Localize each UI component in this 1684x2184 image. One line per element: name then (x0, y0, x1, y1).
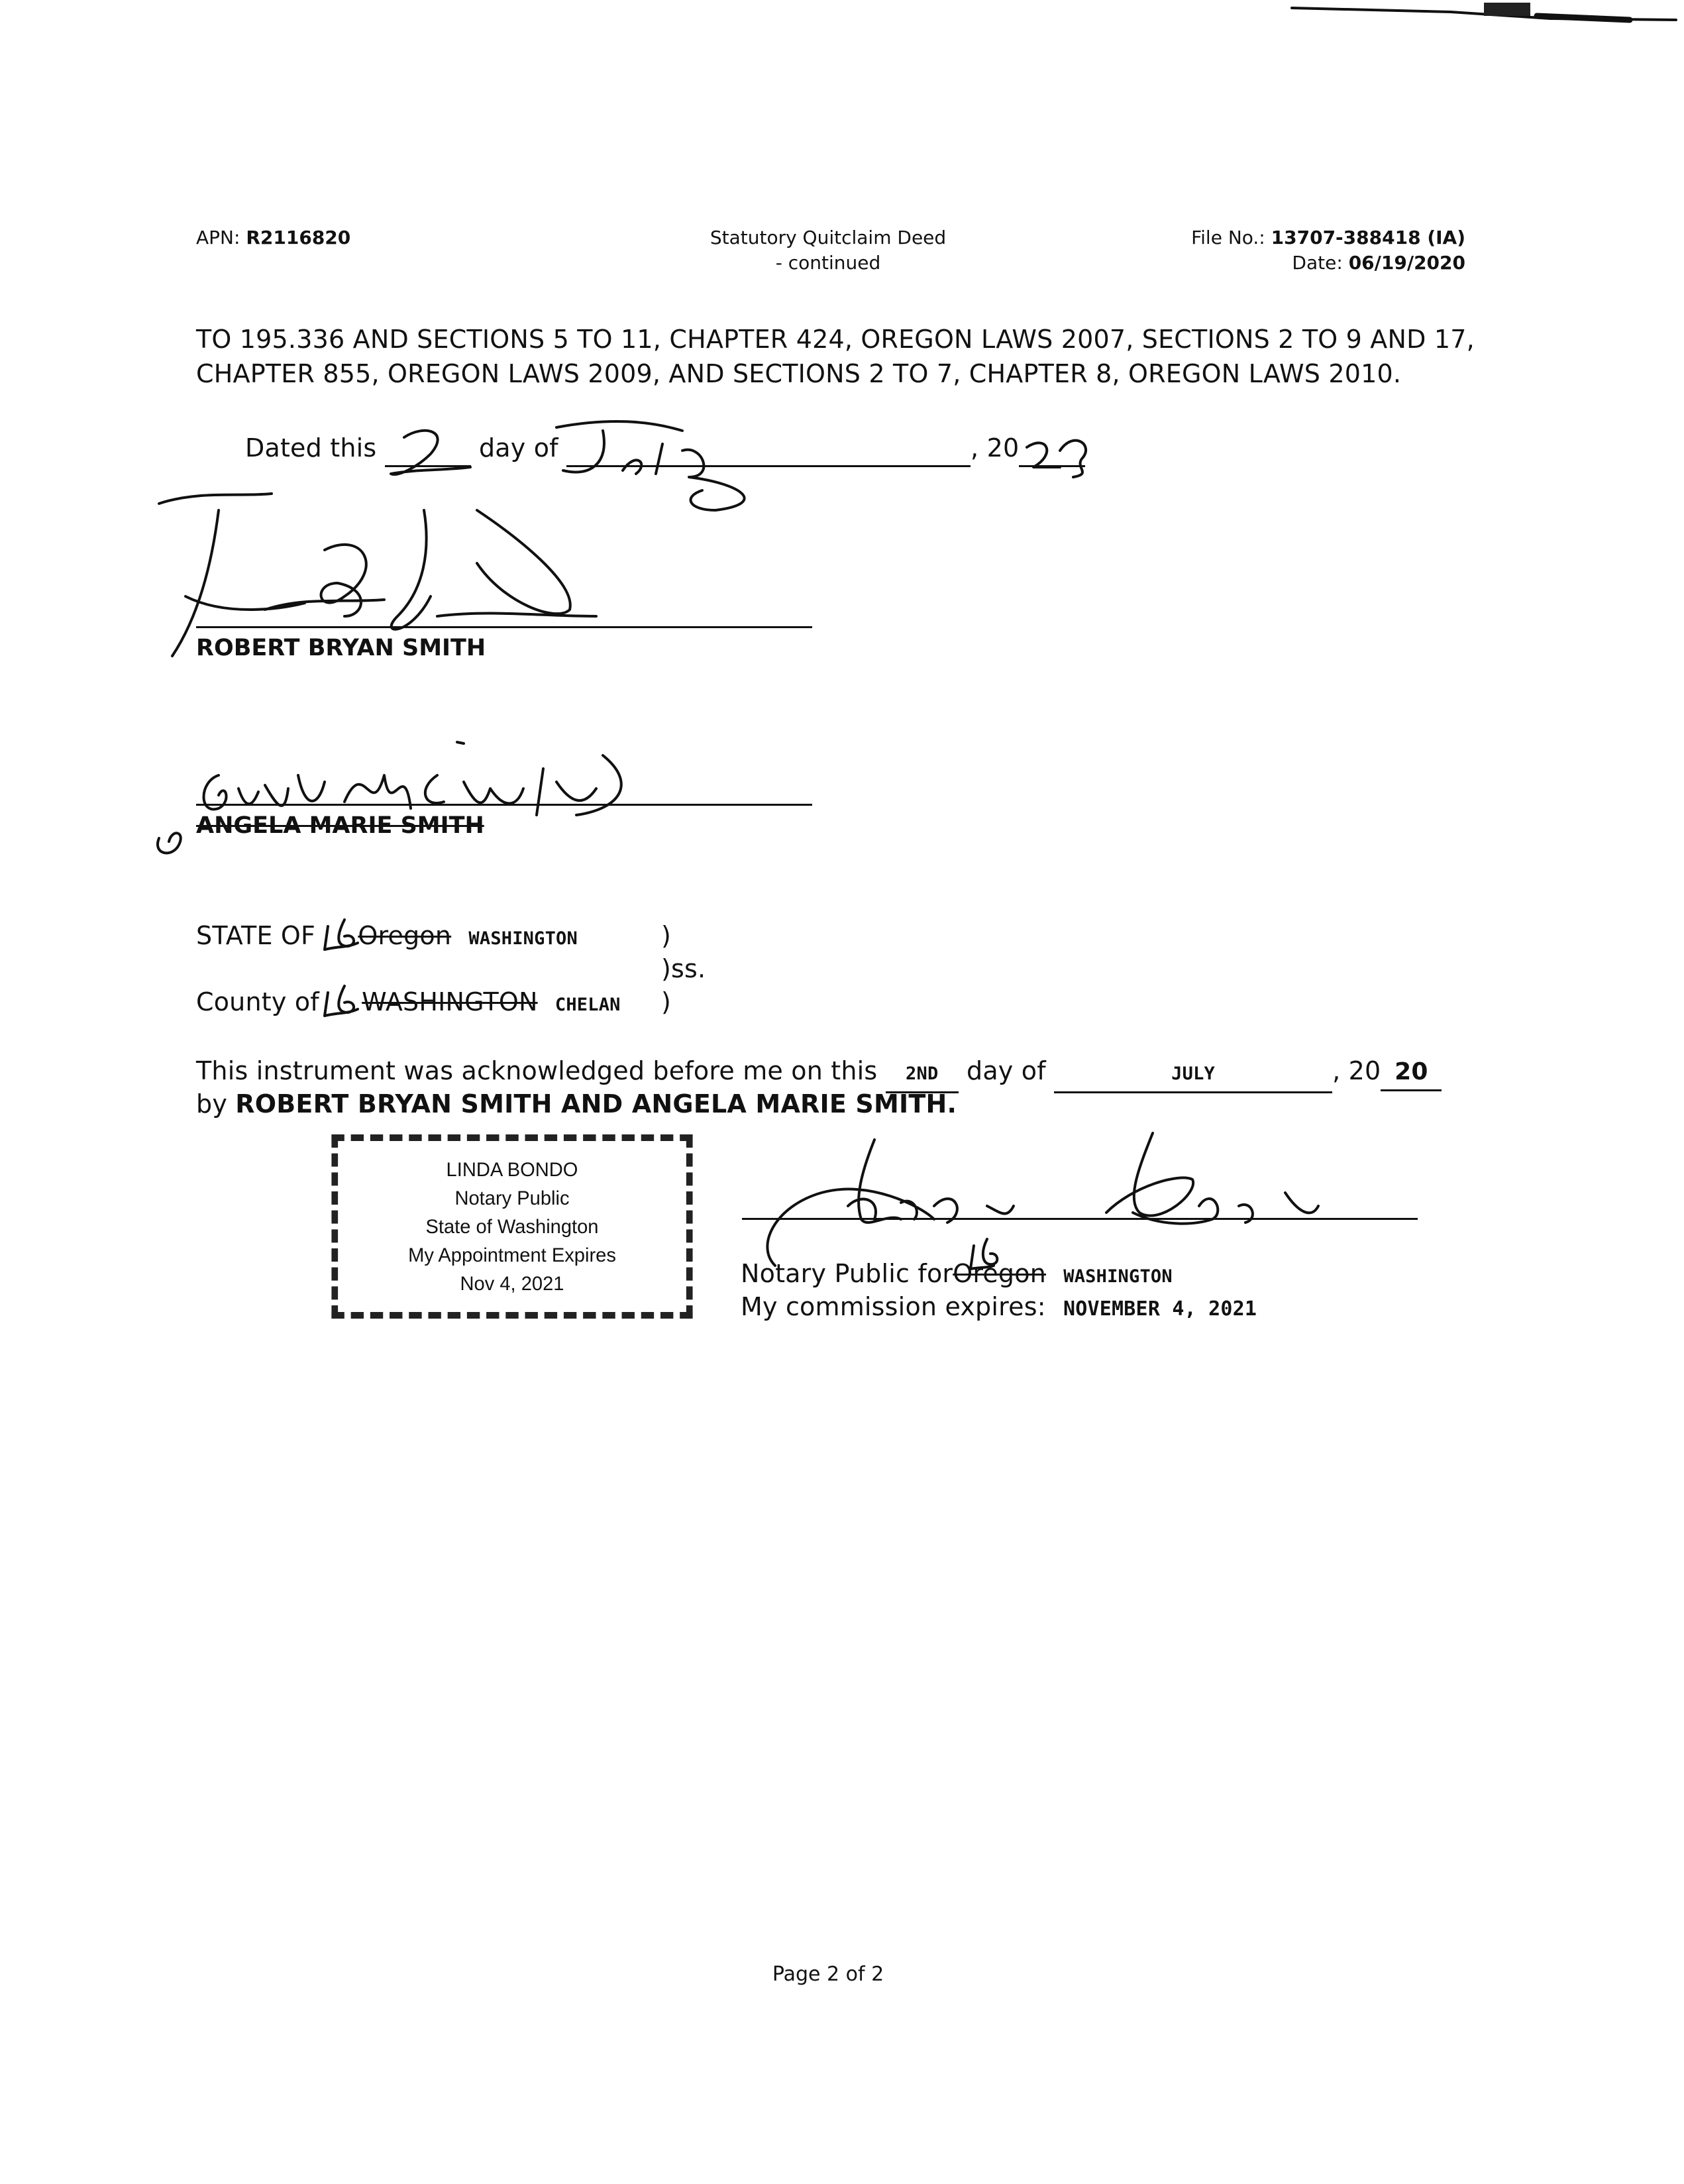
stamp-expires-label: My Appointment Expires (408, 1244, 616, 1266)
notary-struck: Oregon (953, 1259, 1046, 1288)
commission-date: NOVEMBER 4, 2021 (1063, 1297, 1257, 1321)
county-value: CHELAN (554, 995, 621, 1015)
notary-stamp (331, 1134, 692, 1319)
ack-year: 20 (1381, 1055, 1442, 1091)
notary-public-for: Notary Public forOregon WASHINGTON (741, 1259, 1173, 1288)
ack-names: ROBERT BRYAN SMITH AND ANGELA MARIE SMITH. (235, 1089, 957, 1119)
acknowledgment-by: by ROBERT BRYAN SMITH AND ANGELA MARIE SMITH. (196, 1089, 957, 1119)
initials-state (318, 913, 371, 959)
stamp-expires-date: Nov 4, 2021 (460, 1272, 564, 1295)
file-date: 06/19/2020 (1348, 252, 1465, 274)
file-info: File No.: 13707-388418 (IA) Date: 06/19/2020 (1191, 227, 1465, 274)
state-of-line: STATE OF Oregon WASHINGTON (196, 921, 578, 950)
apn: APN: R2116820 (196, 227, 351, 248)
county-struck: WASHINGTON (362, 987, 538, 1016)
apn-value: R2116820 (246, 227, 351, 248)
dated-line: Dated this day of , 20 (245, 431, 1085, 467)
doc-subtitle: - continued (775, 252, 881, 274)
doc-heading (662, 225, 994, 276)
stamp-name: LINDA BONDO (446, 1158, 578, 1181)
page-number: Page 2 of 2 (772, 1963, 884, 1986)
stamp-title: Notary Public (454, 1187, 570, 1209)
ack-day: 2ND (886, 1057, 959, 1093)
state-value: WASHINGTON (468, 928, 578, 949)
doc-title: Statutory Quitclaim Deed (710, 227, 947, 248)
state-struck: Oregon (358, 921, 452, 950)
signer-robert: ROBERT BRYAN SMITH (196, 635, 486, 661)
statute-text: TO 195.336 AND SECTIONS 5 TO 11, CHAPTER 424, OREGON LAWS 2007, SECTIONS 2 TO 9 AND 17, CHAPTER 855, OREGON LAWS 2009, AND SECTIONS 2 TO 7, CHAPTER 8, OREGON LAWS 2010. (196, 325, 1475, 388)
acknowledgment-line: This instrument was acknowledged before me on this 2ND day of JULY , 20 20 (196, 1054, 1442, 1093)
signature-angela (146, 716, 649, 868)
notary-state: WASHINGTON (1063, 1266, 1173, 1287)
signer-angela: ANGELA MARIE SMITH (196, 812, 484, 839)
stamp-state: State of Washington (425, 1215, 599, 1238)
file-number: 13707-388418 (IA) (1271, 227, 1465, 248)
commission-expires: My commission expires: NOVEMBER 4, 2021 (741, 1292, 1257, 1321)
ack-month: JULY (1054, 1057, 1332, 1093)
ss-label: )ss. (661, 954, 706, 983)
county-of-line: County of WASHINGTON CHELAN (196, 987, 621, 1016)
signature-notary (735, 1113, 1345, 1279)
scan-artifact (1285, 0, 1683, 40)
initials-county (318, 979, 371, 1026)
